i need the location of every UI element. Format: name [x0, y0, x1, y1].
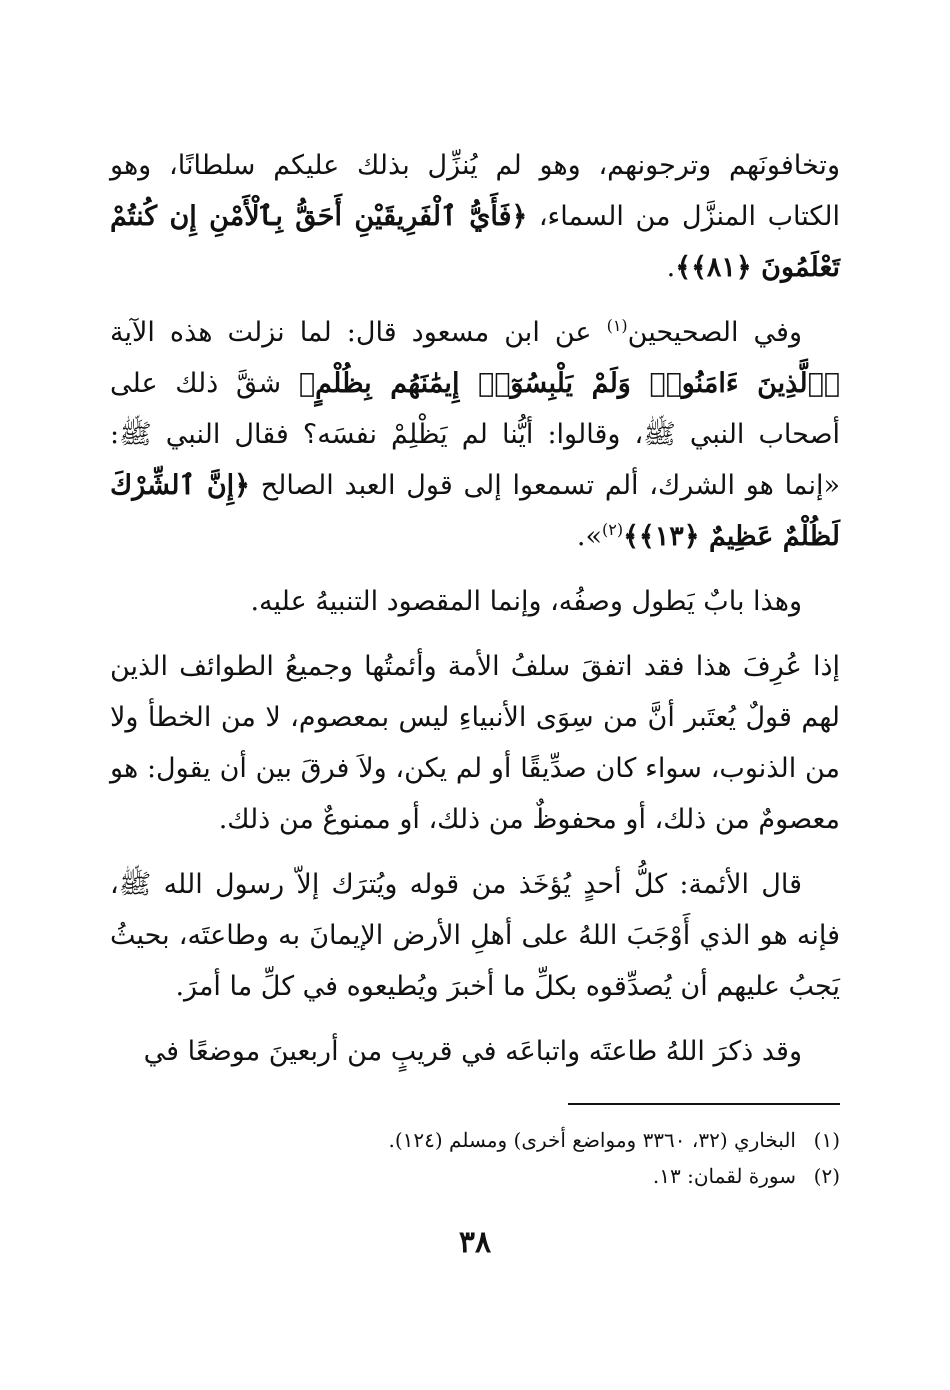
paragraph: وقد ذكرَ اللهُ طاعتَه واتباعَه في قريبٍ من أربعينَ موضعًا في — [143, 1036, 802, 1067]
quran-verse: ﴿ٱلَّذِينَ ءَامَنُوا۟ وَلَمْ يَلْبِسُوٓا۟ إِيمَٰنَهُم بِظُلْمٍ﴾ — [298, 368, 840, 399]
footnote-reference: (١) — [606, 316, 628, 335]
paragraph: إذا عُرِفَ هذا فقد اتفقَ سلفُ الأمة وأئمتُها وجميعُ الطوائف الذين لهم قولٌ يُعتَبر أنَّ من سِوَى الأنبياءِ ليس بمعصوم، لا من الخطأ ولا من الذنوب، سواء كان صدِّيقًا أو لم يكن، ولاَ فرقَ بين أن يقول: هو معصومٌ من ذلك، أو محفوظٌ من ذلك، أو ممنوعٌ من ذلك. — [110, 651, 840, 835]
paragraph-text: شقَّ ذلك على أصحاب النبي ﷺ، وقالوا: أيُّنا لم يَظْلِمْ نفسَه؟ فقال النبي ﷺ: «إنما هو الشرك، ألم تسمعوا إلى قول العبد الصالح — [110, 368, 840, 501]
footnote-text: سورة لقمان: ١٣. — [652, 1164, 796, 1188]
footnotes — [110, 1122, 840, 1194]
footnote — [110, 1122, 840, 1158]
quran-verse: ﴿فَأَيُّ ٱلْفَرِيقَيْنِ أَحَقُّ بِٱلْأَمْنِ إِن كُنتُمْ تَعْلَمُونَ ﴿٨١﴾﴾ — [110, 201, 840, 283]
footnote-reference: (٢) — [601, 520, 624, 539]
paragraph-text: وتخافونَهم وترجونهم، وهو لم يُنزِّل بذلك عليكم سلطانًا، وهو الكتاب المنزَّل من السماء، — [110, 150, 840, 232]
paragraph-text: عن ابن مسعود قال: لما نزلت هذه الآية — [110, 317, 607, 348]
paragraph — [110, 140, 840, 293]
footnote-separator — [568, 1103, 840, 1105]
footnote-number: (١) — [813, 1128, 840, 1152]
paragraph: وهذا بابٌ يَطول وصفُه، وإنما المقصود التنبيهُ عليه. — [250, 586, 802, 617]
paragraph — [110, 307, 840, 562]
paragraph-text: . — [666, 252, 676, 283]
paragraph: قال الأئمة: كلُّ أحدٍ يُؤخَذ من قوله ويُترَك إلاّ رسول الله ﷺ، فإنه هو الذي أَوْجَبَ اللهُ على أهلِ الأرض الإيمانَ به وطاعتَه، بحيثُ يَجبُ عليهم أن يُصدِّقوه بكلِّ ما أخبرَ ويُطيعوه في كلِّ ما أمرَ. — [110, 869, 840, 1002]
footnote-number: (٢) — [813, 1164, 840, 1188]
quran-verse: ﴿إِنَّ ٱلشِّرْكَ لَظُلْمٌ عَظِيمٌ ﴿١٣﴾﴾ — [110, 470, 840, 552]
footnote-text: البخاري (٣٢، ٣٣٦٠ ومواضع أخرى) ومسلم (١٢٤). — [388, 1128, 796, 1152]
paragraph-text: وفي الصحيحين — [627, 317, 802, 348]
page-number: ٣٨ — [458, 1225, 492, 1260]
body-text — [110, 140, 840, 1091]
paragraph-text: ». — [576, 521, 602, 552]
footnote — [110, 1158, 840, 1194]
